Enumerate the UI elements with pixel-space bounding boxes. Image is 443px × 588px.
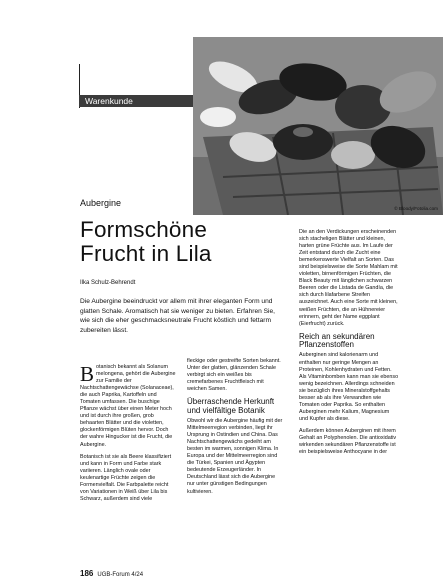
- article-category: Aubergine: [80, 198, 122, 208]
- eggplant-crate-photo: [193, 37, 443, 215]
- eggplant-illustration: [193, 37, 443, 215]
- page-number: 186: [80, 569, 94, 578]
- paragraph: Außerdem können Auberginen mit ihrem Gehalt an Polyphenolen. Die antioxidativ wirkenden sekundären Pflanzenstoffe ist ein beispielsweise Anthocyane in der: [299, 427, 397, 456]
- subheading: Überraschende Herkunft und vielfältige Botanik: [187, 397, 275, 415]
- paragraph: Obwohl wir die Aubergine häufig mit der Mittelmeerregion verbinden, liegt ihr Ursprung in Ostindien und China. Das Nachtschattengewächs gedeiht am besten im warmen, sonnigen Klima. In Europa und der Mittelmeerregion sind die Türkei, Spanien und Ägypten bedeutende Erzeugerländer. In Deutschland lässt sich die Aubergine nur unter günstigen Bedingungen kultivieren.: [187, 418, 283, 495]
- photo-credit: © Bloody/Fotolia.com: [394, 206, 438, 211]
- magazine-issue: UGB-Forum 4/24: [97, 572, 144, 578]
- article-title: [80, 218, 212, 266]
- subheading: Reich an sekundären Pflanzenstoffen: [299, 331, 375, 350]
- title-line-2: Frucht in Lila: [80, 241, 212, 266]
- section-label: Warenkunde: [85, 96, 133, 106]
- article-author: Ilka Schulz-Behrendt: [80, 280, 136, 286]
- article-lead: Die Aubergine beeindruckt vor allem mit ihrer eleganten Form und glatten Schale. Aromatisch hat sie weniger zu bieten. Erfahren Sie, wie sich die eher geschmacksneutrale Frucht köstlich und fettarm zubereiten lässt.: [80, 298, 275, 334]
- text-column-1: [80, 364, 176, 503]
- paragraph: [80, 364, 176, 449]
- text-column-3: [299, 229, 399, 456]
- paragraph-text: otanisch bekannt als Solanum melongena, gehört die Aubergine zur Familie der Nachtschattengewächse (Solanaceae), die auch Paprika, Kartoffeln und Tomaten umfassen. Die buschige Pflanze wächst über einen Meter hoch und ist durch ihre großen, grob behaarten Blätter und die violetten, glockenförmigen Blüten hervor. Doch der wahre Hingucker ist die Frucht, die Aubergine.: [80, 364, 176, 448]
- paragraph: Auberginen sind kalorienarm und enthalten nur geringe Mengen an Proteinen, Kohlenhydraten und Fetten. Als Vitaminbomben kann man sie ebenso wenig bezeichnen. Allerdings schneiden sie bezüglich ihres Mineralstoffgehalts besser ab als ihre Verwandten wie Tomaten oder Paprika. So enthalten Auberginen mehr Kalium, Magnesium und Kupfer als diese.: [299, 352, 399, 422]
- paragraph: Die an den Verdickungen erscheinenden sich stacheligen Blätter und kleinen, harten grüne Früchte aus. Im Laufe der Zeit entstand durch die Zucht eine bemerkenswerte Vielfalt an Sorten. Das sind beispielsweise die Sorte Mahlam mit violetten, birnenförmigen Früchten, die Black Beauty mit länglichen schwarzen Beeren oder die Listada de Gandía, die sich durch lilafarbene Streifen auszeichnet. Auch eine Sorte mit kleinen, weißen Früchten, die an Hühnereier erinnern, geht der Name eggplant (Eierfrucht) zurück.: [299, 229, 398, 327]
- drop-cap: B: [80, 362, 95, 386]
- page-footer: [80, 569, 143, 578]
- paragraph: fleckige oder gestreifte Sorten bekannt. Unter der glatten, glänzenden Schale verbirgt sich ein weißes bis cremefarbenes Fruchtfleisch mit weichen Samen.: [187, 358, 281, 393]
- section-banner: [79, 95, 193, 107]
- text-column-2: [187, 358, 283, 496]
- paragraph: Botanisch ist sie als Beere klassifiziert und kann in Form und Farbe stark variieren. Länglich ovale oder keulenartige Früchte zeigen die Formenvielfalt. Die Farbpalette reicht von Variationen in Weiß über Lila bis Schwarz, außerdem sind viele: [80, 453, 172, 502]
- title-line-1: Formschöne: [80, 217, 208, 242]
